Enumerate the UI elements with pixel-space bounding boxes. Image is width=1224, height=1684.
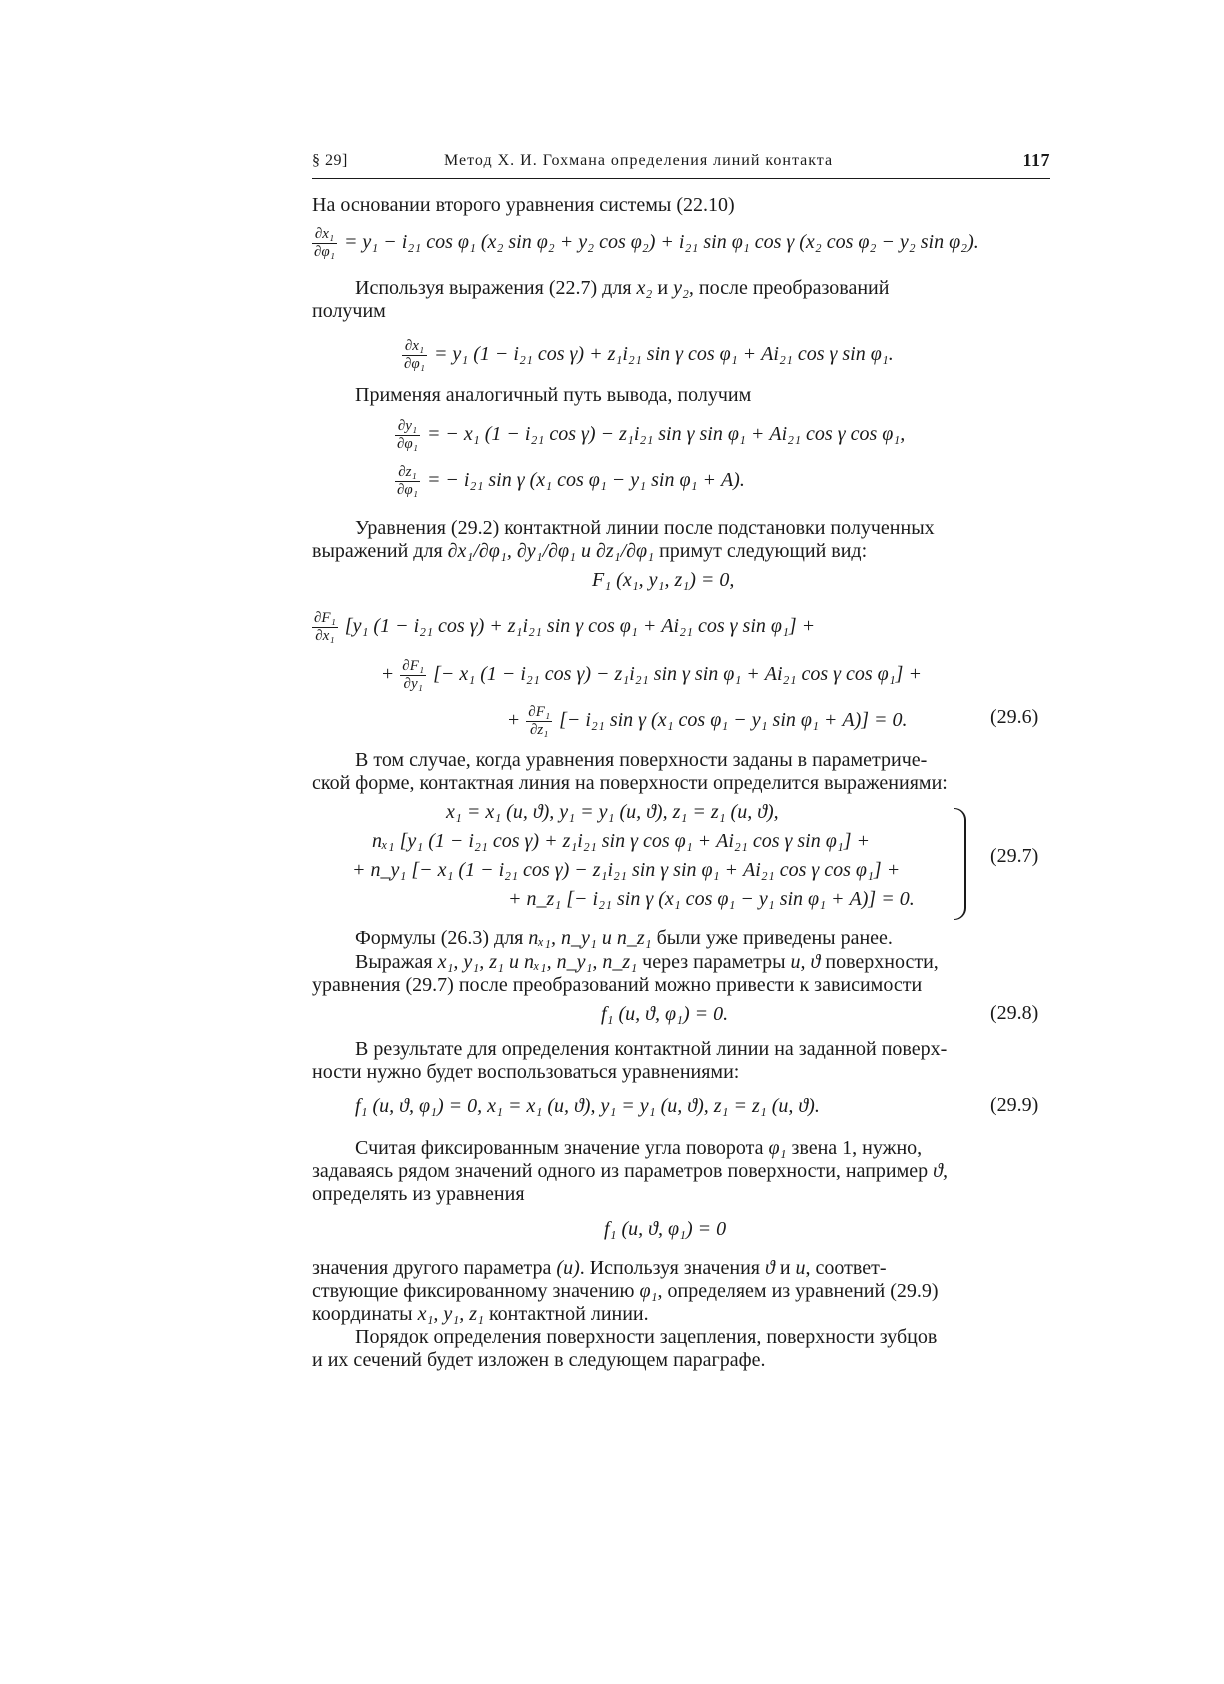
equation-dy1: $\frac{\text{∂y₁}}{\text{∂φ₁}}$ = − x₁ (1 − i₂₁ cos γ) − z₁i₂₁ sin γ sin φ₁ + Ai₂₁ cos γ cos φ₁, [397,418,906,452]
equation-29-7-line1: x₁ = x₁ (u, ϑ), y₁ = y₁ (u, ϑ), z₁ = z₁ (u, ϑ), [446,801,779,823]
equation-dx1-result: $\frac{\text{∂x₁}}{\text{∂φ₁}}$ = y₁ (1 − i₂₁ cos γ) + z₁i₂₁ sin γ cos φ₁ + Ai₂₁ cos γ sin φ₁. [404,338,894,372]
section-mark: § 29] [312,152,348,169]
paragraph-line: Считая фиксированным значение угла поворота φ₁ звена 1, нужно, [355,1137,923,1159]
paragraph-line: выражений для ∂x₁/∂φ₁, ∂y₁/∂φ₁ и ∂z₁/∂φ₁ примут следующий вид: [312,540,868,562]
equation-dz1: $\frac{\text{∂z₁}}{\text{∂φ₁}}$ = − i₂₁ sin γ (x₁ cos φ₁ − y₁ sin φ₁ + A). [397,464,745,498]
paragraph-line: координаты x₁, y₁, z₁ контактной линии. [312,1303,649,1325]
equation-number: (29.8) [990,1002,1039,1024]
equation-29-6-line1: $\frac{\text{∂F₁}}{\text{∂x₁}}$ [y₁ (1 − i₂₁ cos γ) + z₁i₂₁ sin γ cos φ₁ + Ai₂₁ cos γ sin φ₁] + [314,610,816,644]
paragraph-line: значения другого параметра (u). Используя значения ϑ и u, соответ- [312,1257,887,1279]
paragraph-line: В результате для определения контактной линии на заданной поверх- [355,1038,948,1060]
paragraph-line: Используя выражения (22.7) для x₂ и y₂, после преобразований [355,277,890,299]
running-title: Метод Х. И. Гохмана определения линий контакта [444,152,834,169]
equation-number: (29.6) [990,706,1039,728]
paragraph-line: ской форме, контактная линия на поверхности определится выражениями: [312,772,948,794]
equation-29-7-line3: + n_y₁ [− x₁ (1 − i₂₁ cos γ) − z₁i₂₁ sin γ sin φ₁ + Ai₂₁ cos γ cos φ₁] + [352,859,901,881]
equation-number: (29.9) [990,1094,1039,1116]
paragraph-line: Применяя аналогичный путь вывода, получим [355,384,752,406]
paragraph-line: получим [312,300,386,322]
equation-dx1-dphi1: $\frac{\text{∂x₁}}{\text{∂φ₁}}$ = y₁ − i₂₁ cos φ₁ (x₂ sin φ₂ + y₂ cos φ₂) + i₂₁ sin φ₁ cos γ (x₂ cos φ₂ − y₂ sin φ₂). [314,226,979,260]
fraction: $\frac{\text{∂x₁}}{\text{∂φ₁}}$ [314,226,335,260]
paragraph-line: задаваясь рядом значений одного из параметров поверхности, например ϑ, [312,1160,948,1182]
paragraph-line: и их сечений будет изложен в следующем параграфе. [312,1349,766,1371]
equation-29-9: f₁ (u, ϑ, φ₁) = 0, x₁ = x₁ (u, ϑ), y₁ = y₁ (u, ϑ), z₁ = z₁ (u, ϑ). [355,1095,820,1117]
equation-29-7-line2: nₓ₁ [y₁ (1 − i₂₁ cos γ) + z₁i₂₁ sin γ cos φ₁ + Ai₂₁ cos γ sin φ₁] + [372,830,871,852]
equation-F1: F₁ (x₁, y₁, z₁) = 0, [592,569,735,591]
paragraph-line: Уравнения (29.2) контактной линии после подстановки полученных [355,517,935,539]
paragraph-line: определять из уравнения [312,1183,525,1205]
paragraph-line: На основании второго уравнения системы (22.10) [312,194,735,216]
paragraph-line: ности нужно будет воспользоваться уравнениями: [312,1061,740,1083]
running-header [312,152,1050,179]
paragraph-line: уравнения (29.7) после преобразований можно привести к зависимости [312,974,923,996]
paragraph-line: ствующие фиксированному значению φ₁, определяем из уравнений (29.9) [312,1280,939,1302]
paragraph-line: Формулы (26.3) для nₓ₁, n_y₁ и n_z₁ были уже приведены ранее. [355,927,893,949]
equation-number: (29.7) [990,845,1039,867]
right-brace [954,808,966,920]
equation-29-7-line4: + n_z₁ [− i₂₁ sin γ (x₁ cos φ₁ − y₁ sin φ₁ + A)] = 0. [508,888,915,910]
equation-29-6-line2: + $\frac{\text{∂F₁}}{\text{∂y₁}}$ [− x₁ (1 − i₂₁ cos γ) − z₁i₂₁ sin γ sin φ₁ + Ai₂₁ cos γ cos φ₁] + [382,658,922,692]
paragraph-line: В том случае, когда уравнения поверхности заданы в параметриче- [355,749,928,771]
paragraph-line: Выражая x₁, y₁, z₁ и nₓ₁, n_y₁, n_z₁ через параметры u, ϑ поверхности, [355,951,939,973]
equation-29-8: f₁ (u, ϑ, φ₁) = 0. [601,1003,729,1025]
paragraph-line: Порядок определения поверхности зацепления, поверхности зубцов [355,1326,938,1348]
equation-f1: f₁ (u, ϑ, φ₁) = 0 [604,1218,727,1240]
equation-29-6-line3: + $\frac{\text{∂F₁}}{\text{∂z₁}}$ [− i₂₁ sin γ (x₁ cos φ₁ − y₁ sin φ₁ + A)] = 0. [508,704,908,738]
page-number: 117 [1022,150,1050,170]
